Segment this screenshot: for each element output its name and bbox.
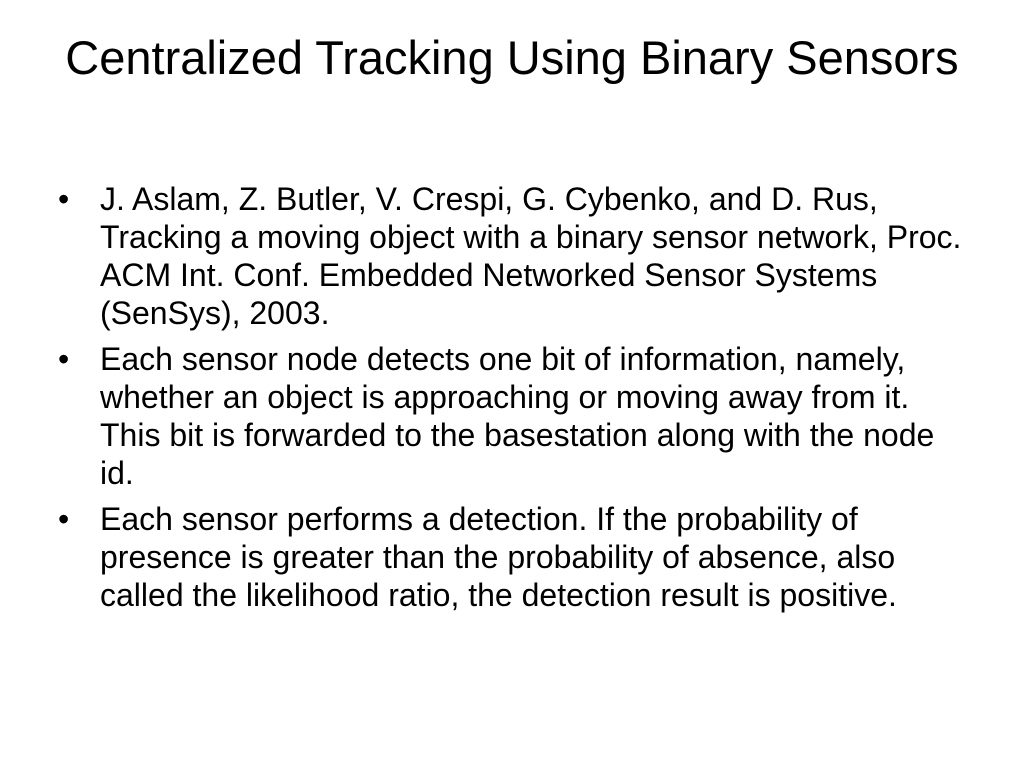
bullet-marker: • [58, 501, 70, 537]
bullet-marker: • [58, 181, 70, 217]
bullet-marker: • [58, 341, 70, 377]
bullet-text: J. Aslam, Z. Butler, V. Crespi, G. Cybenko, and D. Rus, Tracking a moving object with a binary sensor network, Proc. ACM Int. Conf. Embedded Networked Sensor Systems (SenSys), 2003. [100, 181, 962, 331]
bullet-text: Each sensor node detects one bit of information, namely, whether an object is approaching or moving away from it. This bit is forwarded to the basestation along with the node id. [100, 341, 935, 491]
bullet-item [58, 180, 968, 332]
slide-title: Centralized Tracking Using Binary Sensors [65, 31, 959, 84]
bullet-list [58, 180, 968, 622]
bullet-item [58, 340, 968, 492]
bullet-text: Each sensor performs a detection. If the probability of presence is greater than the probability of absence, also called the likelihood ratio, the detection result is positive. [100, 501, 897, 613]
bullet-item [58, 500, 968, 614]
